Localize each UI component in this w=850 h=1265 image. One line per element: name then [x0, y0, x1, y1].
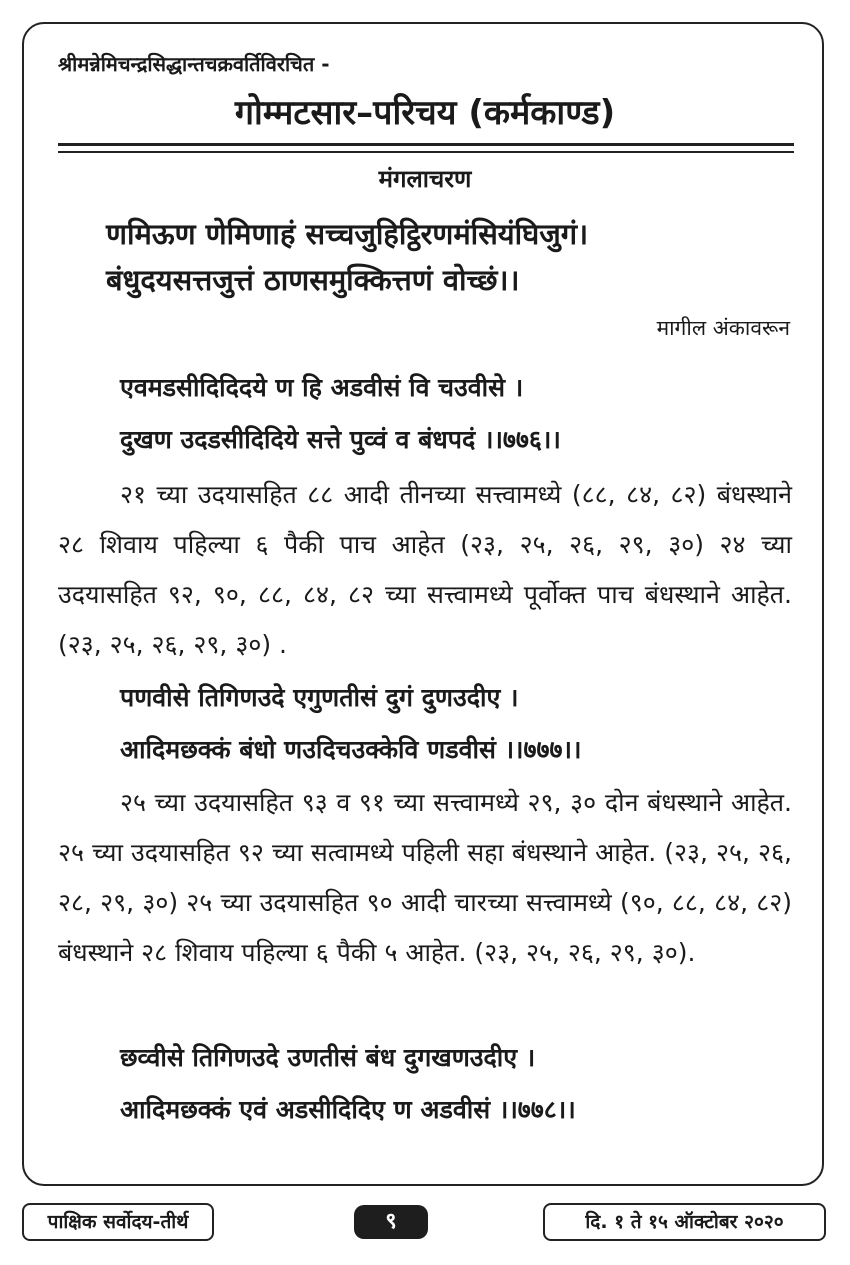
continued-note: मागील अंकावरून	[656, 316, 790, 340]
author-attribution: श्रीमन्नेमिचन्द्रसिद्धान्तचक्रवर्तिविरचित -	[58, 52, 330, 76]
issue-date: दि. १ ते १५ ऑक्टोबर २०२०	[543, 1203, 826, 1241]
verse-777-line-1: पणवीसे तिगिणउदे एगुणतीसं दुगं दुणउदीए ।	[120, 683, 519, 712]
title-divider-thick	[58, 143, 794, 146]
publication-name: पाक्षिक सर्वोदय-तीर्थ	[22, 1203, 214, 1241]
page-number: ९	[354, 1205, 428, 1239]
verse-778-line-1: छव्वीसे तिगिणउदे उणतीसं बंध दुगखणउदीए ।	[120, 1043, 536, 1072]
section-heading: मंगलाचरण	[378, 165, 472, 193]
verse-776-explanation: २१ च्या उदयासहित ८८ आदी तीनच्या सत्त्वामध्ये (८८, ८४, ८२) बंधस्थाने २८ शिवाय पहिल्या ६ पैकी पाच आहेत (२३, २५, २६, २९, ३०) २४ च्या उदयासहित ९२, ९०, ८८, ८४, ८२ च्या सत्त्वामध्ये पूर्वोक्त पाच बंधस्थाने आहेत. (२३, २५, २६, २९, ३०) .	[58, 480, 792, 659]
verse-776-line-1: एवमडसीदिदिदये ण हि अडवीसं वि चउवीसे ।	[120, 373, 524, 402]
verse-776-line-2: दुखण उदडसीदिदिये सत्ते पुव्वं व बंधपदं ।।७७६।।	[120, 425, 561, 454]
invocation-verse-line-2: बंधुदयसत्तजुत्तं ठाणसमुक्कित्तणं वोच्छं।।	[106, 263, 520, 297]
verse-778-line-2: आदिमछक्कं एवं अडसीदिदिए ण अडवीसं ।।७७८।।	[120, 1095, 576, 1124]
verse-777-explanation: २५ च्या उदयासहित ९३ व ९१ च्या सत्त्वामध्ये २९, ३० दोन बंधस्थाने आहेत. २५ च्या उदयासहित ९२ च्या सत्वामध्ये पहिली सहा बंधस्थाने आहेत. (२३, २५, २६, २८, २९, ३०) २५ च्या उदयासहित ९० आदी चारच्या सत्त्वामध्ये (९०, ८८, ८४, ८२) बंधस्थाने २८ शिवाय पहिल्या ६ पैकी ५ आहेत. (२३, २५, २६, २९, ३०).	[58, 788, 792, 967]
page-title: गोम्मटसार–परिचय (कर्मकाण्ड)	[234, 93, 616, 133]
verse-777-line-2: आदिमछक्कं बंधो णउदिचउक्केवि णडवीसं ।।७७७।।	[120, 735, 582, 764]
title-divider-thin	[58, 151, 794, 153]
invocation-verse-line-1: णमिऊण णेमिणाहं सच्चजुहिट्ठिरणमंसियंघिजुगं।	[106, 217, 589, 251]
